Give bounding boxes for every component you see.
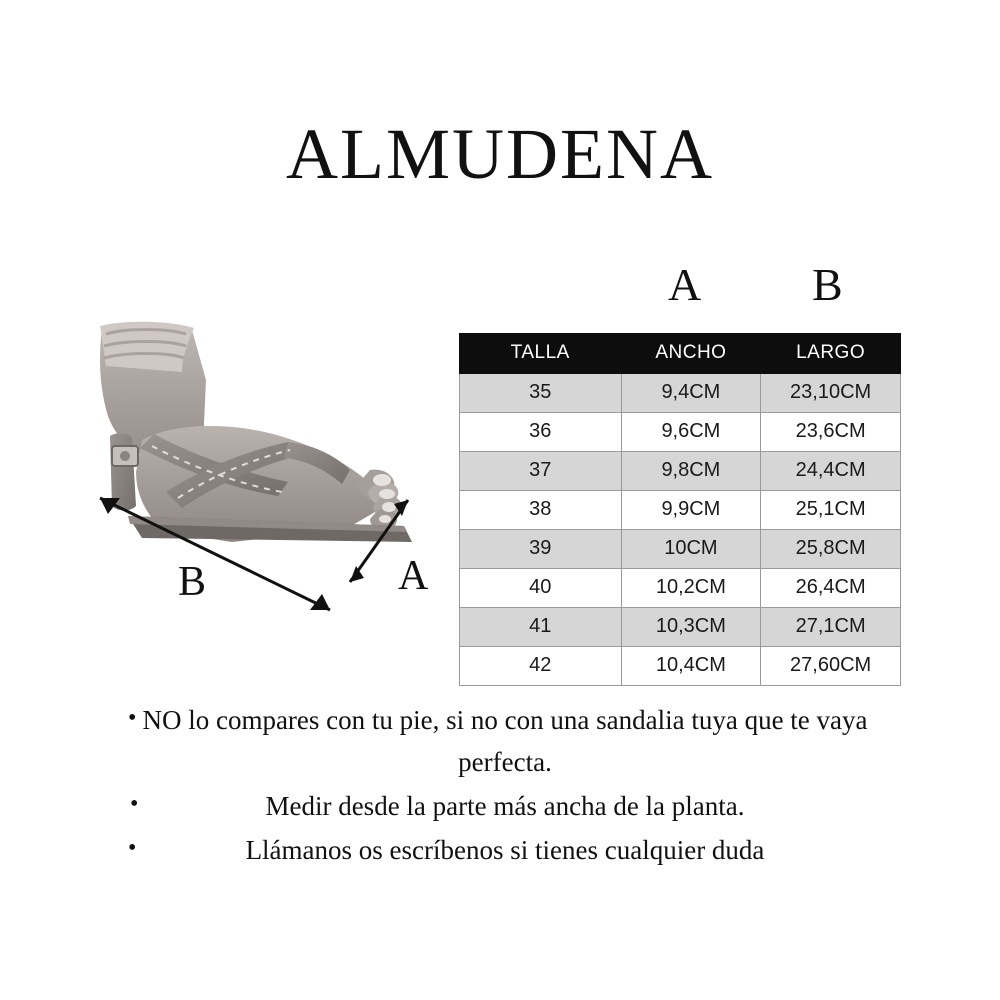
- sandal-foot-icon: [82, 320, 442, 630]
- cell-largo: 25,8CM: [761, 530, 901, 569]
- table-row: [460, 491, 901, 530]
- cell-talla: 40: [460, 569, 622, 608]
- cell-largo: 26,4CM: [761, 569, 901, 608]
- column-header-largo: LARGO: [761, 334, 901, 374]
- cell-ancho: 9,9CM: [621, 491, 761, 530]
- list-item: [100, 786, 910, 828]
- cell-largo: 25,1CM: [761, 491, 901, 530]
- diagram-width-letter: A: [398, 553, 429, 599]
- bullet-icon: •: [128, 834, 137, 861]
- cell-largo: 27,60CM: [761, 647, 901, 686]
- table-row: [460, 608, 901, 647]
- cell-ancho: 9,4CM: [621, 374, 761, 413]
- cell-talla: 36: [460, 413, 622, 452]
- cell-ancho: 9,8CM: [621, 452, 761, 491]
- cell-largo: 23,10CM: [761, 374, 901, 413]
- cell-ancho: 10,2CM: [621, 569, 761, 608]
- list-item: [100, 830, 910, 872]
- cell-talla: 35: [460, 374, 622, 413]
- table-row: [460, 530, 901, 569]
- column-header-ancho: ANCHO: [621, 334, 761, 374]
- list-item: [100, 700, 910, 784]
- sandal-illustration: [82, 320, 442, 630]
- column-letter-ancho: A: [668, 259, 702, 310]
- cell-talla: 42: [460, 647, 622, 686]
- note-text: Llámanos os escríbenos si tienes cualquier duda: [245, 834, 765, 865]
- cell-largo: 24,4CM: [761, 452, 901, 491]
- size-table: [459, 333, 901, 686]
- cell-talla: 38: [460, 491, 622, 530]
- size-table-container: [459, 333, 901, 686]
- cell-ancho: 9,6CM: [621, 413, 761, 452]
- cell-talla: 41: [460, 608, 622, 647]
- column-letter-largo: B: [812, 259, 843, 310]
- cell-largo: 23,6CM: [761, 413, 901, 452]
- bullet-icon: •: [130, 790, 139, 817]
- note-text: Medir desde la parte más ancha de la planta.: [265, 790, 745, 821]
- cell-talla: 37: [460, 452, 622, 491]
- page-title: ALMUDENA: [286, 114, 714, 194]
- diagram-length-letter: B: [178, 559, 207, 605]
- cell-ancho: 10CM: [621, 530, 761, 569]
- table-row: [460, 452, 901, 491]
- table-row: [460, 647, 901, 686]
- table-row: [460, 374, 901, 413]
- note-text: NO lo compares con tu pie, si no con una sandalia tuya que te vaya perfecta.: [142, 705, 868, 777]
- notes-list: [100, 700, 910, 873]
- table-row: [460, 569, 901, 608]
- cell-ancho: 10,3CM: [621, 608, 761, 647]
- table-row: [460, 413, 901, 452]
- bullet-icon: •: [128, 705, 137, 731]
- cell-ancho: 10,4CM: [621, 647, 761, 686]
- column-header-talla: TALLA: [460, 334, 622, 374]
- table-header-row: [460, 334, 901, 374]
- cell-talla: 39: [460, 530, 622, 569]
- cell-largo: 27,1CM: [761, 608, 901, 647]
